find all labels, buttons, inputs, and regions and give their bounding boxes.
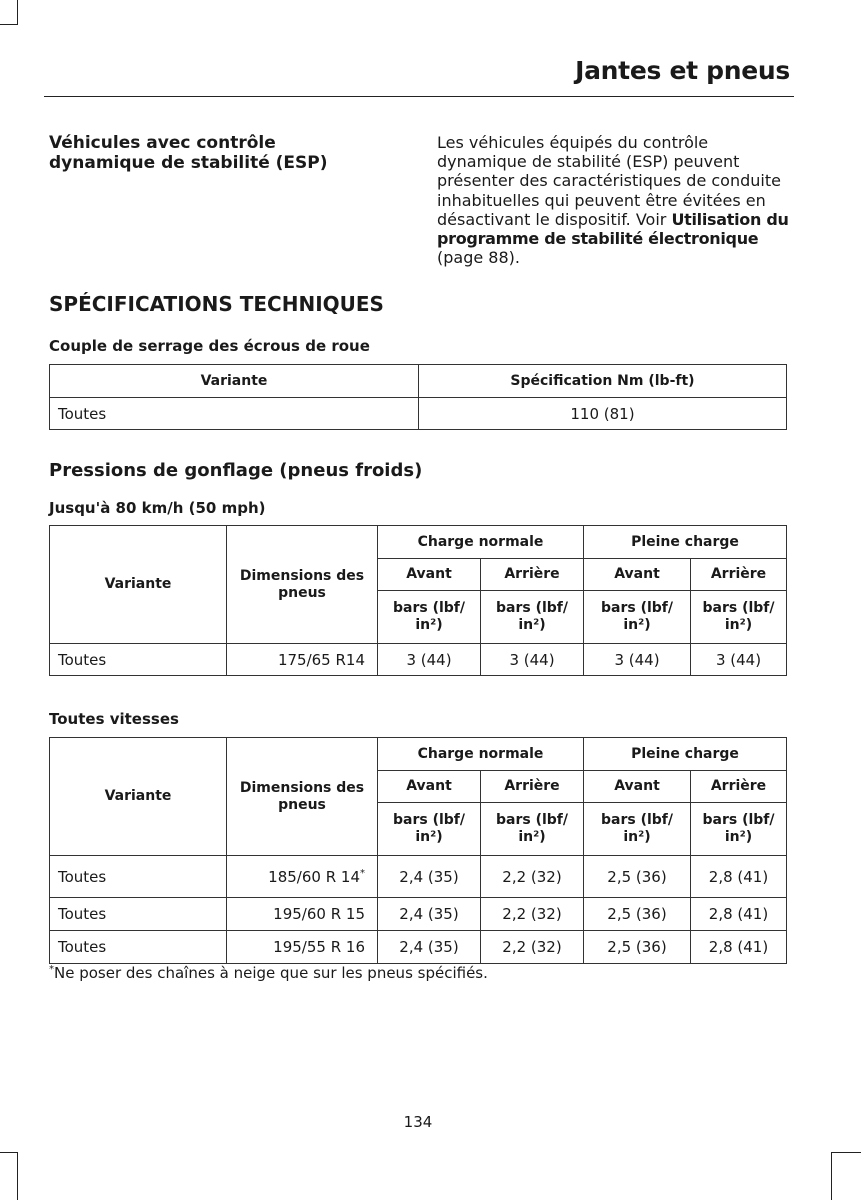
esp-paragraph: [437, 133, 792, 267]
pressure-cell: 2,4 (35): [378, 898, 481, 931]
header-divider: [44, 96, 794, 97]
crop-mark: [17, 0, 18, 24]
torque-table: [49, 364, 787, 430]
torque-title: Couple de serrage des écrous de roue: [49, 337, 370, 355]
dimension-cell: [227, 644, 378, 676]
unit-cell: bars (lbf/ in²): [481, 803, 584, 856]
header-cell: Arrière: [481, 771, 584, 803]
table2-title: Toutes vitesses: [49, 710, 179, 728]
dimension-value: 195/60 R 15: [273, 905, 365, 923]
footnote: [49, 964, 488, 982]
dimension-value: 175/65 R14: [277, 650, 365, 669]
unit-cell: bars (lbf/ in²): [691, 591, 787, 644]
header-cell: Arrière: [691, 559, 787, 591]
header-cell: Variante: [50, 738, 227, 856]
variant-cell: Toutes: [50, 856, 227, 898]
variant-cell: Toutes: [50, 898, 227, 931]
pressure-cell: 2,8 (41): [691, 856, 787, 898]
header-cell: Arrière: [691, 771, 787, 803]
dimension-cell: [227, 931, 378, 964]
pressure-cell: 2,5 (36): [584, 931, 691, 964]
table-row: [50, 931, 787, 964]
unit-cell: bars (lbf/ in²): [378, 591, 481, 644]
crop-mark: [17, 1152, 18, 1200]
header-cell: Avant: [584, 771, 691, 803]
header-cell: Avant: [378, 559, 481, 591]
variant-cell: Toutes: [50, 644, 227, 676]
crop-mark: [0, 24, 18, 25]
variant-cell: Toutes: [50, 398, 419, 430]
header-cell: Variante: [50, 365, 419, 398]
unit-cell: bars (lbf/ in²): [378, 803, 481, 856]
unit-cell: bars (lbf/ in²): [691, 803, 787, 856]
pressure-cell: 2,5 (36): [584, 898, 691, 931]
header-cell: Dimensions des pneus: [227, 526, 378, 644]
pressures-title: Pressions de gonflage (pneus froids): [49, 460, 423, 481]
esp-cross-reference: Utilisation du programme de stabilité électronique: [437, 209, 789, 249]
unit-cell: bars (lbf/ in²): [481, 591, 584, 644]
spec-cell: 110 (81): [419, 398, 787, 430]
pressure-cell: 2,2 (32): [481, 898, 584, 931]
header-cell: Variante: [50, 526, 227, 644]
pressure-cell: 2,2 (32): [481, 856, 584, 898]
crop-mark: [0, 1152, 18, 1153]
header-cell: Pleine charge: [584, 738, 787, 771]
header-cell: Pleine charge: [584, 526, 787, 559]
crop-mark: [831, 1152, 861, 1153]
dimension-cell: [227, 898, 378, 931]
table-row: [50, 644, 787, 676]
header-cell: Arrière: [481, 559, 584, 591]
table-row: [50, 898, 787, 931]
unit-cell: bars (lbf/ in²): [584, 803, 691, 856]
pressure-table-80kmh: [49, 525, 787, 676]
header-cell: Charge normale: [378, 738, 584, 771]
pressure-cell: 2,2 (32): [481, 931, 584, 964]
table-row: [50, 856, 787, 898]
dimension-cell: [227, 856, 378, 898]
footnote-marker: *: [360, 867, 365, 879]
dimension-value: 185/60 R 14: [268, 867, 360, 886]
page-title: Jantes et pneus: [575, 56, 790, 85]
specs-heading: SPÉCIFICATIONS TECHNIQUES: [49, 292, 384, 316]
footnote-text: Ne poser des chaînes à neige que sur les pneus spécifiés.: [54, 964, 488, 982]
esp-text: Les véhicules équipés du contrôle dynamique de stabilité (ESP) peuvent présenter des caractéristiques de conduite inhabituelles qui peuvent être évitées en désactivant le dispositif. Voir: [437, 133, 781, 229]
page-number: 134: [403, 1113, 433, 1131]
pressure-cell: 2,5 (36): [584, 856, 691, 898]
variant-cell: Toutes: [50, 931, 227, 964]
crop-mark: [831, 1152, 832, 1200]
pressure-table-all-speeds: [49, 737, 787, 964]
pressure-cell: 2,4 (35): [378, 856, 481, 898]
esp-heading: Véhicules avec contrôle dynamique de stabilité (ESP): [49, 133, 328, 173]
table-header-row: [50, 738, 787, 771]
table-header-row: [50, 526, 787, 559]
pressure-cell: 2,8 (41): [691, 931, 787, 964]
header-cell: Spécification Nm (lb-ft): [419, 365, 787, 398]
pressure-cell: 3 (44): [378, 644, 481, 676]
pressure-cell: 2,8 (41): [691, 898, 787, 931]
header-cell: Avant: [584, 559, 691, 591]
unit-cell: bars (lbf/ in²): [584, 591, 691, 644]
pressure-cell: 3 (44): [481, 644, 584, 676]
pressure-cell: 3 (44): [691, 644, 787, 676]
table-header-row: [50, 365, 787, 398]
header-cell: Avant: [378, 771, 481, 803]
footnote-mark: *: [49, 964, 54, 975]
table1-title: Jusqu'à 80 km/h (50 mph): [49, 499, 266, 517]
pressure-cell: 2,4 (35): [378, 931, 481, 964]
pressure-cell: 3 (44): [584, 644, 691, 676]
header-cell: Dimensions des pneus: [227, 738, 378, 856]
dimension-value: 195/55 R 16: [273, 938, 365, 956]
header-cell: Charge normale: [378, 526, 584, 559]
table-row: [50, 398, 787, 430]
esp-page-ref: (page 88).: [437, 248, 520, 268]
